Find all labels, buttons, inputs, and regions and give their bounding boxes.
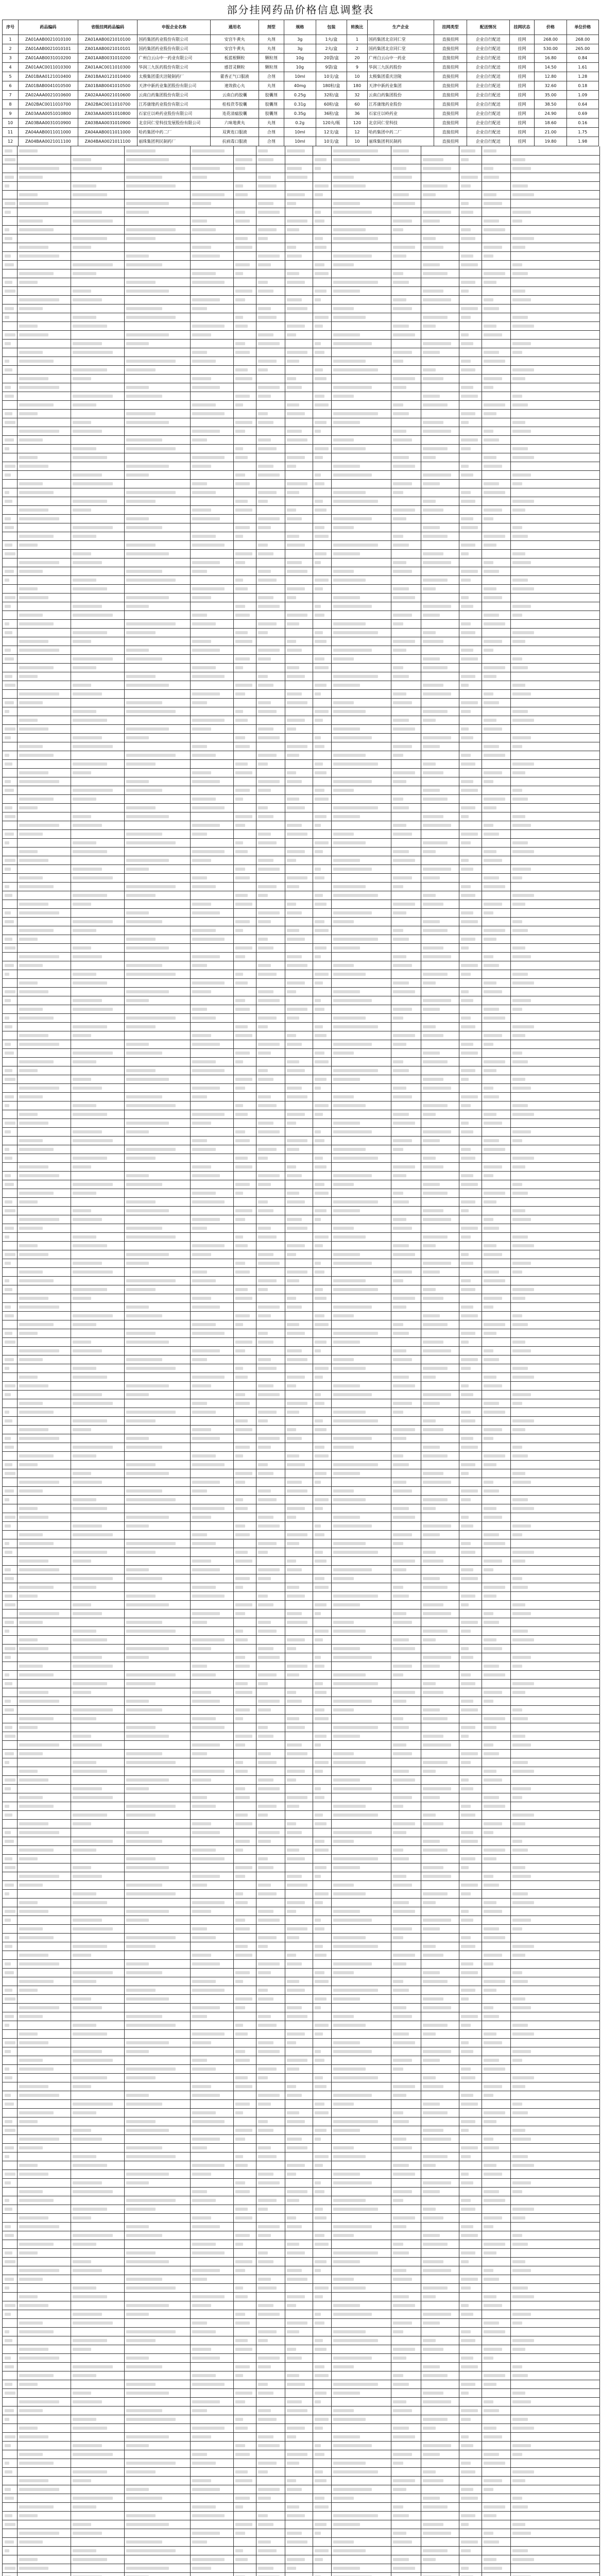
column-header: 单位价格 [566,20,598,35]
table-cell: 35.00 [535,91,566,100]
table-cell: ZA01AAB0031010200 [19,54,78,63]
table-cell: 0.84 [566,54,598,63]
table-cell: 企业自行配送 [467,63,509,72]
table-cell: ZA03BAA0031010900 [19,118,78,128]
table-cell: ZA01BAB0041010500 [78,81,138,91]
table-cell: ZA04AAB0011011000 [19,128,78,137]
table-cell: 7 [3,91,19,100]
table-cell: 5 [3,72,19,81]
table-cell: 10ml [284,72,316,81]
table-cell: ZA01AAB0021010101 [19,44,78,54]
table-cell: 8 [3,100,19,109]
table-cell: ZA01AAC0011010300 [19,63,78,72]
table-cell: 直接挂网 [434,72,467,81]
table-cell: 1 [347,35,367,44]
table-cell: 12支/盒 [316,128,347,137]
table-cell: 挂网 [509,100,535,109]
table-cell: 268.00 [535,35,566,44]
table-row [3,63,599,72]
table-cell: 0.25g [284,91,316,100]
table-row [3,118,599,128]
table-cell: 北京同仁堂科技发展股份有限公司 [138,118,211,128]
table-cell: 国药集团药业股份有限公司 [138,44,211,54]
table-cell: 江苏康缘药业股份有限公司 [138,100,211,109]
table-cell: 丸剂 [259,35,284,44]
table-cell: 挂网 [509,118,535,128]
table-cell: 挂网 [509,63,535,72]
table-cell: 直接挂网 [434,100,467,109]
table-cell: 国药集团北京同仁堂 [367,35,434,44]
table-cell: 38.50 [535,100,566,109]
table-cell: 藿香正气口服液 [211,72,259,81]
table-cell: 0.16 [566,118,598,128]
table-cell: 120丸/瓶 [316,118,347,128]
table-cell: 10 [3,118,19,128]
table-cell: 16.80 [535,54,566,63]
table-cell: 2 [347,44,367,54]
table-cell: 直接挂网 [434,81,467,91]
table-cell: 直接挂网 [434,91,467,100]
table-cell: 6 [3,81,19,91]
table-cell: 天津中新药业集团股份有限公司 [138,81,211,91]
table-cell: 120 [347,118,367,128]
table-cell: 直接挂网 [434,44,467,54]
table-cell: ZA01AAB0021010100 [19,35,78,44]
table-cell: 挂网 [509,35,535,44]
table-row [3,35,599,44]
table-cell: ZA02AAA0021010600 [19,91,78,100]
table-cell: 太极集团重庆涪陵制药厂 [138,72,211,81]
table-cell: 0.2g [284,118,316,128]
table-cell: 企业自行配送 [467,72,509,81]
table-cell: 企业自行配送 [467,81,509,91]
table-cell: 挂网 [509,72,535,81]
table-cell: 18.60 [535,118,566,128]
column-header: 申报企业名称 [138,20,211,35]
table-row [3,100,599,109]
table-cell: ZA04BAA0021011100 [78,137,138,146]
table-cell: 265.00 [566,44,598,54]
column-header: 转换比 [347,20,367,35]
column-header: 生产企业 [367,20,434,35]
table-cell: 1.75 [566,128,598,137]
table-cell: 60 [347,100,367,109]
table-cell: ZA01BAB0041010500 [19,81,78,91]
header-row [3,20,599,35]
table-cell: 安宫牛黄丸 [211,35,259,44]
table-cell: 1 [3,35,19,44]
table-cell: 2丸/盒 [316,44,347,54]
table-cell: 石家庄以岭药业 [367,109,434,118]
table-cell: 0.18 [566,81,598,91]
table-cell: 连花清瘟胶囊 [211,109,259,118]
table-cell: ZA04BAA0021011100 [19,137,78,146]
table-cell: 1.28 [566,72,598,81]
table-cell: 19.80 [535,137,566,146]
table-cell: 直接挂网 [434,35,467,44]
table-cell: 20袋/盒 [316,54,347,63]
table-cell: ZA02BAC0011010700 [78,100,138,109]
table-cell: 企业自行配送 [467,118,509,128]
table-cell: 直接挂网 [434,54,467,63]
table-cell: ZA01BAA0121010400 [78,72,138,81]
column-header: 包装 [316,20,347,35]
table-row [3,44,599,54]
table-cell: 胶囊剂 [259,100,284,109]
table-cell: 挂网 [509,54,535,63]
table-cell: 胶囊剂 [259,109,284,118]
table-cell: 0.64 [566,100,598,109]
column-header: 序号 [3,20,19,35]
table-cell: 云南白药集团股份有限公司 [138,91,211,100]
price-table [2,20,599,146]
table-cell: 云南白药胶囊 [211,91,259,100]
column-header: 配送情况 [467,20,509,35]
table-cell: 华润三九医药股份有限公司 [138,63,211,72]
table-cell: 10g [284,54,316,63]
table-cell: 530.00 [535,44,566,54]
table-cell: 企业自行配送 [467,128,509,137]
table-cell: 石家庄以岭药业股份有限公司 [138,109,211,118]
table-cell: 企业自行配送 [467,137,509,146]
table-cell: 挂网 [509,44,535,54]
table-cell: 10ml [284,128,316,137]
table-cell: ZA01AAB0031010200 [78,54,138,63]
table-cell: 9 [347,63,367,72]
table-cell: 合剂 [259,128,284,137]
table-cell: 3g [284,44,316,54]
table-cell: 国药集团药业股份有限公司 [138,35,211,44]
table-cell: 4 [3,63,19,72]
table-row [3,81,599,91]
table-cell: ZA01AAB0021010100 [78,35,138,44]
table-cell: 企业自行配送 [467,54,509,63]
table-cell: 10g [284,63,316,72]
table-cell: 14.50 [535,63,566,72]
page-title: 部分挂网药品价格信息调整表 [227,4,374,16]
table-cell: 企业自行配送 [467,109,509,118]
table-cell: 10 [347,137,367,146]
column-header: 药品编码 [19,20,78,35]
table-row [3,128,599,137]
table-cell: 1.61 [566,63,598,72]
column-header: 剂型 [259,20,284,35]
table-cell: 直接挂网 [434,109,467,118]
table-cell: 10ml [284,137,316,146]
table-cell: 0.69 [566,109,598,118]
table-cell: 华润三九医药股份 [367,63,434,72]
table-cell: 挂网 [509,81,535,91]
table-cell: 板蓝根颗粒 [211,54,259,63]
table-cell: 合剂 [259,137,284,146]
table-cell: 企业自行配送 [467,100,509,109]
table-cell: 21.00 [535,128,566,137]
table-cell: ZA02BAC0011010700 [19,100,78,109]
table-cell: 安宫牛黄丸 [211,44,259,54]
table-cell: 丸剂 [259,118,284,128]
table-cell: 丽珠集团利民制药 [367,137,434,146]
table-cell: 60粒/盒 [316,100,347,109]
table-cell: 哈药集团中药二厂 [138,128,211,137]
table-cell: 1.98 [566,137,598,146]
table-cell: 11 [3,128,19,137]
table-cell: 太极集团重庆涪陵 [367,72,434,81]
column-header: 价格 [535,20,566,35]
table-row [3,109,599,118]
table-cell: 直接挂网 [434,118,467,128]
table-cell: 12 [3,137,19,146]
column-header: 规格 [284,20,316,35]
table-cell: 268.00 [566,35,598,44]
table-cell: 北京同仁堂科技 [367,118,434,128]
table-cell: 直接挂网 [434,137,467,146]
table-cell: 12.80 [535,72,566,81]
table-cell: 双黄连口服液 [211,128,259,137]
table-cell: 32.60 [535,81,566,91]
column-header: 通用名 [211,20,259,35]
table-cell: 企业自行配送 [467,44,509,54]
table-cell: 1丸/盒 [316,35,347,44]
table-cell: ZA03AAA0051010800 [19,109,78,118]
table-cell: 桂枝茯苓胶囊 [211,100,259,109]
table-cell: ZA03BAA0031010900 [78,118,138,128]
table-cell: 12 [347,128,367,137]
table-cell: 颗粒剂 [259,54,284,63]
table-cell: 20 [347,54,367,63]
table-cell: 36 [347,109,367,118]
table-cell: 直接挂网 [434,128,467,137]
table-cell: ZA01AAB0021010101 [78,44,138,54]
table-cell: 广州白云山中一药业有限公司 [138,54,211,63]
table-cell: ZA01BAA0121010400 [19,72,78,81]
table-cell: 挂网 [509,137,535,146]
table-cell: ZA02AAA0021010600 [78,91,138,100]
table-cell: 胶囊剂 [259,91,284,100]
table-cell: 颗粒剂 [259,63,284,72]
table-cell: 40mg [284,81,316,91]
table-row [3,72,599,81]
table-cell: 3g [284,35,316,44]
table-cell: 直接挂网 [434,63,467,72]
table-cell: 挂网 [509,91,535,100]
table-cell: 180粒/盒 [316,81,347,91]
table-cell: 六味地黄丸 [211,118,259,128]
table-cell: ZA01AAC0011010300 [78,63,138,72]
table-cell: 32粒/盒 [316,91,347,100]
column-header: 挂网状态 [509,20,535,35]
table-cell: 36粒/盒 [316,109,347,118]
table-row [3,54,599,63]
table-cell: 感冒灵颗粒 [211,63,259,72]
table-cell: 0.35g [284,109,316,118]
column-header: 挂网类型 [434,20,467,35]
table-cell: ZA04AAB0011011000 [78,128,138,137]
table-cell: 9 [3,109,19,118]
table-cell: 广州白云山中一药业 [367,54,434,63]
table-cell: 速效救心丸 [211,81,259,91]
table-row [3,91,599,100]
table-cell: 丽珠集团利民制药厂 [138,137,211,146]
table-cell: 天津中新药业集团 [367,81,434,91]
table-cell: 32 [347,91,367,100]
remaining-rows-area [2,146,600,2576]
table-cell: 企业自行配送 [467,35,509,44]
table-cell: 10 [347,72,367,81]
table-row [3,137,599,146]
table-cell: 10支/盒 [316,72,347,81]
table-cell: 丸剂 [259,81,284,91]
column-header: 省级挂网药品编码 [78,20,138,35]
table-cell: 1.09 [566,91,598,100]
table-cell: 挂网 [509,128,535,137]
table-cell: 挂网 [509,109,535,118]
table-cell: 丸剂 [259,44,284,54]
table-cell: 合剂 [259,72,284,81]
table-cell: 180 [347,81,367,91]
table-cell: 24.90 [535,109,566,118]
table-cell: 抗病毒口服液 [211,137,259,146]
table-cell: 3 [3,54,19,63]
table-cell: 2 [3,44,19,54]
table-cell: 企业自行配送 [467,91,509,100]
table-cell: 哈药集团中药二厂 [367,128,434,137]
table-cell: 9袋/盒 [316,63,347,72]
table-cell: 10支/盒 [316,137,347,146]
table-cell: ZA03AAA0051010800 [78,109,138,118]
table-cell: 云南白药集团股份 [367,91,434,100]
table-cell: 国药集团北京同仁堂 [367,44,434,54]
table-cell: 江苏康缘药业股份 [367,100,434,109]
table-cell: 0.31g [284,100,316,109]
